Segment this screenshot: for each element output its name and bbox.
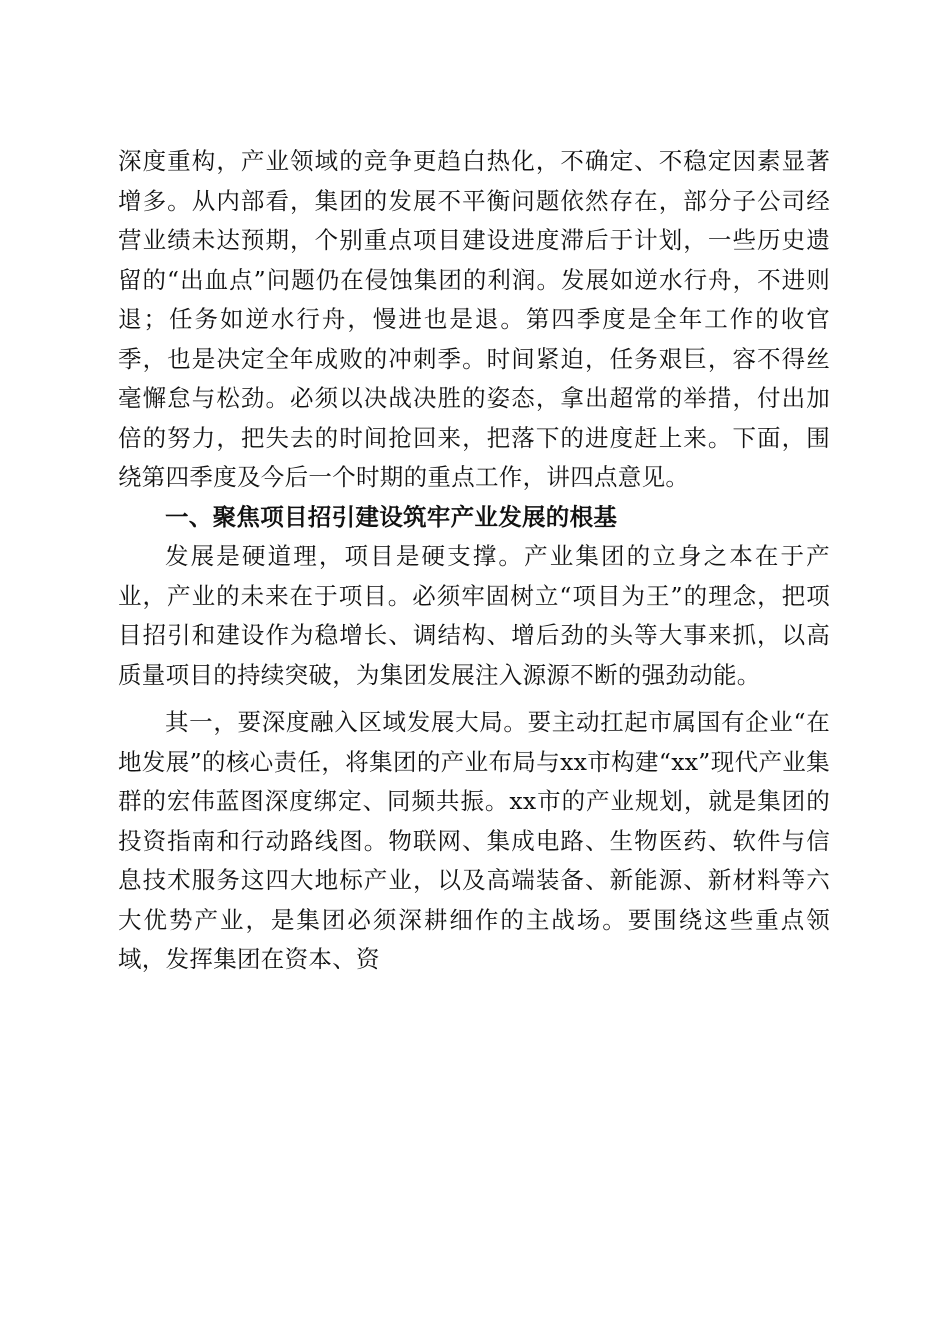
intro-paragraph: 深度重构，产业领域的竞争更趋白热化，不确定、不稳定因素显著增多。从内部看，集团的发展不平衡问题依然存在，部分子公司经营业绩未达预期，个别重点项目建设进度滞后于计划，一些历史遗留的“出血点”问题仍在侵蚀集团的利润。发展如逆水行舟，不进则退；任务如逆水行舟，慢进也是退。第四季度是全年工作的收官季，也是决定全年成败的冲刺季。时间紧迫，任务艰巨，容不得丝毫懈怠与松劲。必须以决战决胜的姿态，拿出超常的举措，付出加倍的努力，把失去的时间抢回来，把落下的进度赶上来。下面，围绕第四季度及今后一个时期的重点工作，讲四点意见。 bbox=[118, 147, 830, 491]
section-paragraph-1: 发展是硬道理，项目是硬支撑。产业集团的立身之本在于产业，产业的未来在于项目。必须牢固树立“项目为王”的理念，把项目招引和建设作为稳增长、调结构、增后劲的头等大事来抓，以高质量项目的持续突破，为集团发展注入源源不断的强劲动能。 bbox=[118, 542, 830, 689]
section-heading: 一、聚焦项目招引建设筑牢产业发展的根基 bbox=[165, 502, 618, 531]
document-body bbox=[118, 142, 830, 980]
section-paragraph-2: 其一，要深度融入区域发展大局。要主动扛起市属国有企业“在地发展”的核心责任，将集团的产业布局与xx市构建“xx”现代产业集群的宏伟蓝图深度绑定、同频共振。xx市的产业规划，就是集团的投资指南和行动路线图。物联网、集成电路、生物医药、软件与信息技术服务这四大地标产业，以及高端装备、新能源、新材料等六大优势产业，是集团必须深耕细作的主战场。要围绕这些重点领域，发挥集团在资本、资 bbox=[118, 708, 830, 973]
